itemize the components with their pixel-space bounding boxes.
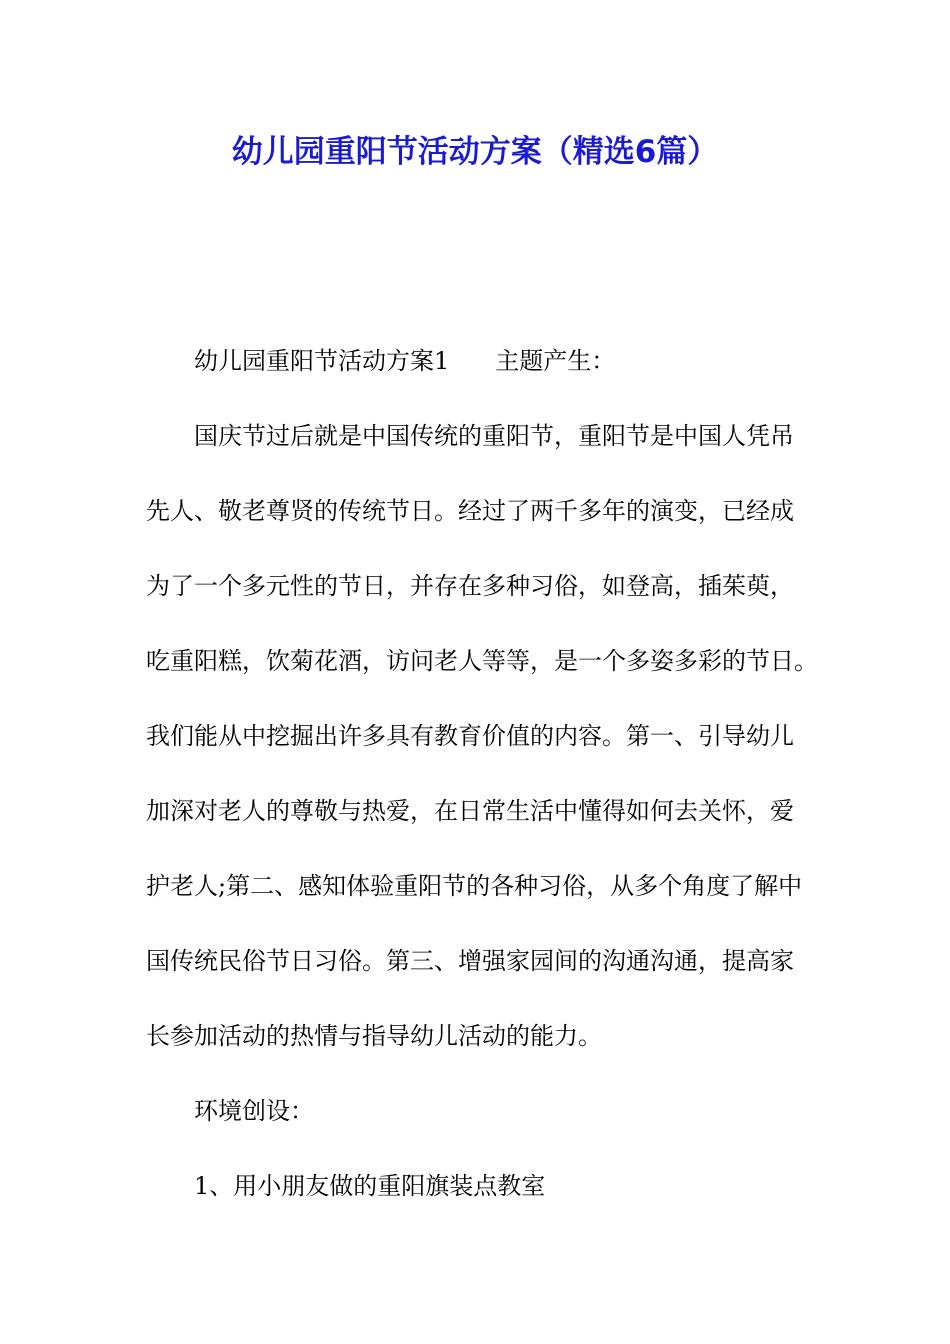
section-heading-line bbox=[146, 333, 826, 408]
list-item: 1、用小朋友做的重阳旗装点教室 bbox=[194, 1172, 546, 1200]
document-title: 幼儿园重阳节活动方案（精选6篇） bbox=[231, 134, 719, 170]
paragraph-line: 我们能从中挖掘出许多具有教育价值的内容。第一、引导幼儿 bbox=[146, 722, 794, 750]
environment-heading: 环境创设： bbox=[194, 1097, 314, 1125]
document-body bbox=[146, 333, 826, 1233]
paragraph-line: 国传统民俗节日习俗。第三、增强家园间的沟通沟通，提高家 bbox=[146, 947, 794, 975]
section-title: 幼儿园重阳节活动方案1 bbox=[194, 347, 450, 375]
paragraph-line: 先人、敬老尊贤的传统节日。经过了两千多年的演变，已经成 bbox=[146, 497, 794, 525]
paragraph-line: 护老人;第二、感知体验重阳节的各种习俗，从多个角度了解中 bbox=[146, 872, 803, 900]
paragraph-line: 为了一个多元性的节日，并存在多种习俗，如登高，插茱萸， bbox=[146, 572, 794, 600]
paragraph-line: 加深对老人的尊敬与热爱，在日常生活中懂得如何去关怀，爱 bbox=[146, 797, 794, 825]
paragraph-line: 吃重阳糕，饮菊花酒，访问老人等等，是一个多姿多彩的节日。 bbox=[146, 647, 818, 675]
paragraph-line: 长参加活动的热情与指导幼儿活动的能力。 bbox=[146, 1022, 602, 1050]
subsection-title: 主题产生： bbox=[495, 347, 616, 375]
paragraph-line: 国庆节过后就是中国传统的重阳节，重阳节是中国人凭吊 bbox=[194, 422, 794, 450]
